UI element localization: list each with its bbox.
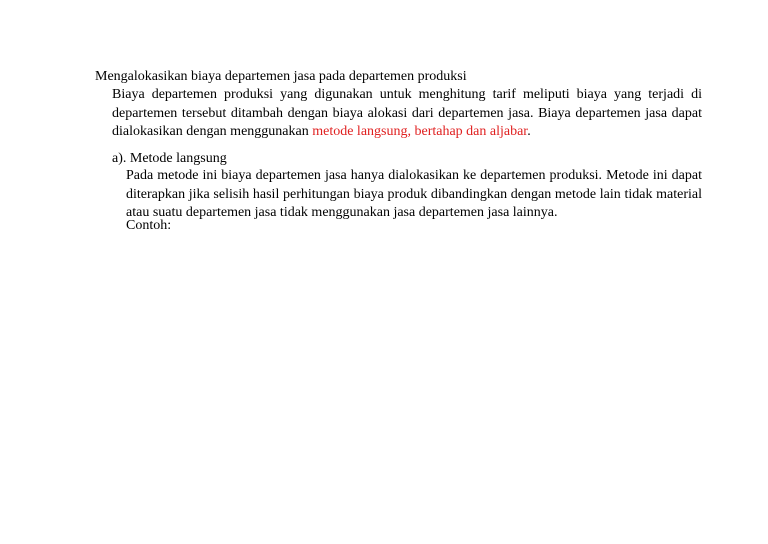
document-heading: Mengalokasikan biaya departemen jasa pada departemen produksi	[95, 69, 467, 84]
section-a-title: a). Metode langsung	[112, 151, 227, 166]
intro-text-end: .	[527, 124, 531, 139]
methods-highlight: metode langsung, bertahap dan aljabar	[312, 124, 528, 139]
example-label: Contoh:	[126, 218, 172, 233]
intro-paragraph	[112, 86, 702, 142]
intro-text: Biaya departemen produksi yang digunakan untuk menghitung tarif meliputi biaya yang terjadi di departemen tersebut ditambah dengan biaya alokasi dari departemen jasa. Biaya departemen jasa dapat dialokasikan dengan menggunakan	[112, 87, 702, 139]
section-a-body: Pada metode ini biaya departemen jasa hanya dialokasikan ke departemen produksi. Metode ini dapat diterapkan jika selisih hasil perhitungan biaya produk dibandingkan dengan metode lain tidak material atau suatu departemen jasa tidak menggunakan jasa departemen jasa lainnya.	[126, 168, 702, 220]
